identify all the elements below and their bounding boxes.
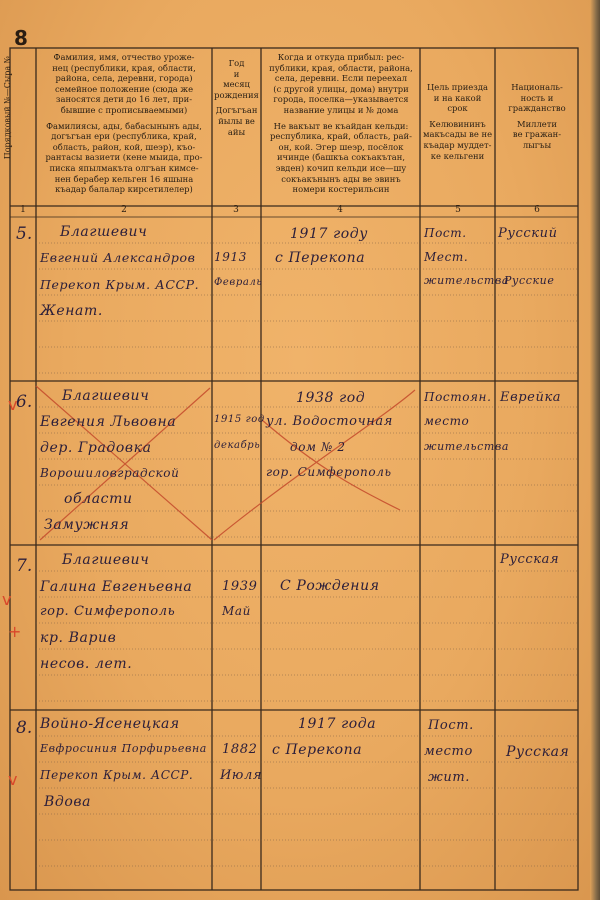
entry-name-line: Ворошиловградской <box>40 466 180 480</box>
entry-birth: Февраль <box>214 277 263 288</box>
margin-check-mark: v <box>2 590 12 609</box>
entry-name-line: дер. Градовка <box>40 440 152 456</box>
entry-purpose: Пост. <box>424 226 467 240</box>
entry-purpose: жит. <box>428 770 471 785</box>
column-header-number: Порядковый №—Сыра № <box>3 55 12 160</box>
column-number-3: 3 <box>233 205 239 215</box>
entry-nationality: Русские <box>504 274 555 287</box>
header-2-tt: Фамилиясы, ады, бабасынынъ ады, догъгъан ери (республика, край, область, район, кой, шеэр), къо- рантасы вазиети (кене мыида, про- писка япылмакъта олгъан кимсе- нен берабер кельген 16 яшына къадар балалар кирсетилелер) <box>45 120 203 195</box>
entry-purpose: место <box>424 414 470 428</box>
entry-arrival: С Рождения <box>280 578 380 594</box>
entry-name-line: Благшевич <box>62 552 150 568</box>
entry-name-line: гор. Симферополь <box>40 604 176 619</box>
entry-arrival: 1917 года <box>298 716 377 732</box>
entry-birth: 1882 <box>222 742 258 757</box>
page-edge <box>590 0 600 900</box>
column-number-1: 1 <box>20 205 26 215</box>
header-4-tt: Не вакъыт ве къайдан кельди: республика, край, область, рай- он, кой. Эгер шеэр, посёлок ичинде (башкъа сокъакътан, эвден) кочип кельди исе—шу сокъакънынъ ады ве эвинъ номери костерильсин <box>270 120 412 195</box>
entry-birth: 1939 <box>222 579 258 594</box>
entry-purpose: Мест. <box>424 250 469 264</box>
entry-purpose: жительства <box>424 440 510 453</box>
column-number-5: 5 <box>455 205 461 215</box>
column-number-4: 4 <box>337 205 343 215</box>
entry-name-line: Благшевич <box>62 388 150 404</box>
header-2-ru: Фамилия, имя, отчество уроже- нец (республики, края, области, района, села, деревни, города) семейное положение (сюда же заносятся дети до 16 лет, при- бывшие с прописываемыми) <box>52 52 196 115</box>
column-header-4 <box>263 52 419 195</box>
margin-check-mark: v <box>8 770 18 789</box>
header-5-ru: Цель приезда и на какой срок <box>426 82 488 114</box>
entry-number: 7. <box>16 556 33 576</box>
entry-name-line: Благшевич <box>60 224 148 240</box>
entry-arrival: ул. Водосточная <box>266 414 393 429</box>
entry-name-line: Перекоп Крым. АССР. <box>40 277 200 292</box>
entry-purpose: жительства <box>424 274 510 287</box>
header-3-ru: Год и месяц рождения <box>214 58 259 100</box>
column-header-6 <box>496 82 578 151</box>
entry-arrival: дом № 2 <box>290 440 346 454</box>
entry-arrival: с Перекопа <box>275 250 366 266</box>
entry-number: 5. <box>16 224 33 244</box>
entry-purpose: место <box>424 744 473 759</box>
entry-name-line: несов. лет. <box>40 656 133 672</box>
column-header-3 <box>213 58 260 137</box>
header-5-tt: Келювининъ макъсады ве не къадар муддет- ке кельгени <box>422 118 493 161</box>
header-6-tt: Миллети ве гражан- лыгъы <box>512 118 562 150</box>
entry-birth: Июля <box>220 768 263 783</box>
entry-arrival: 1917 году <box>290 226 368 242</box>
entry-nationality: Русский <box>498 226 558 241</box>
entry-name-line: Евгения Львовна <box>40 414 177 430</box>
column-header-2 <box>38 52 210 195</box>
header-4-ru: Когда и откуда прибыл: рес- публики, края, области, района, села, деревни. Если переехал (с другой улицы, дома) внутри города, поселка—указывается название улицы и № дома <box>269 52 413 115</box>
entry-number: 8. <box>16 718 33 738</box>
entry-name-line: Вдова <box>44 794 92 810</box>
entry-name-line: Войно-Ясенецкая <box>40 716 180 732</box>
page-number: 8 <box>14 26 28 50</box>
entry-name-line: Галина Евгеньевна <box>40 579 193 595</box>
entry-arrival: с Перекопа <box>272 742 363 758</box>
column-number-6: 6 <box>534 205 540 215</box>
entry-birth: 1915 год <box>214 414 265 425</box>
header-6-ru: Националь- ность и гражданство <box>508 82 566 114</box>
entry-birth: 1913 <box>214 250 247 264</box>
entry-arrival: гор. Симферополь <box>266 465 392 479</box>
margin-cross-mark: + <box>8 622 22 641</box>
entry-name-line: Евфросиния Порфирьевна <box>40 742 207 755</box>
entry-name-line: Евгений Александров <box>40 250 196 265</box>
entry-name-line: Замужняя <box>44 517 130 533</box>
entry-name-line: области <box>64 491 133 507</box>
entry-purpose: Пост. <box>428 718 474 733</box>
entry-nationality: Русская <box>506 744 570 760</box>
entry-number: 6. <box>16 392 33 412</box>
entry-nationality: Русская <box>500 552 560 567</box>
margin-check-mark: v <box>8 395 18 414</box>
entry-birth: декабрь <box>214 440 261 451</box>
entry-name-line: кр. Варив <box>40 630 117 646</box>
entry-birth: Май <box>222 604 251 618</box>
column-header-5 <box>421 82 494 161</box>
entry-purpose: Постоян. <box>424 390 492 404</box>
entry-name-line: Перекоп Крым. АССР. <box>40 768 194 782</box>
entry-nationality: Еврейка <box>500 390 562 405</box>
column-number-2: 2 <box>121 205 127 215</box>
entry-arrival: 1938 год <box>296 390 366 406</box>
header-3-tt: Догъгъан йылы ве айы <box>215 105 258 137</box>
entry-name-line: Женат. <box>40 303 103 319</box>
